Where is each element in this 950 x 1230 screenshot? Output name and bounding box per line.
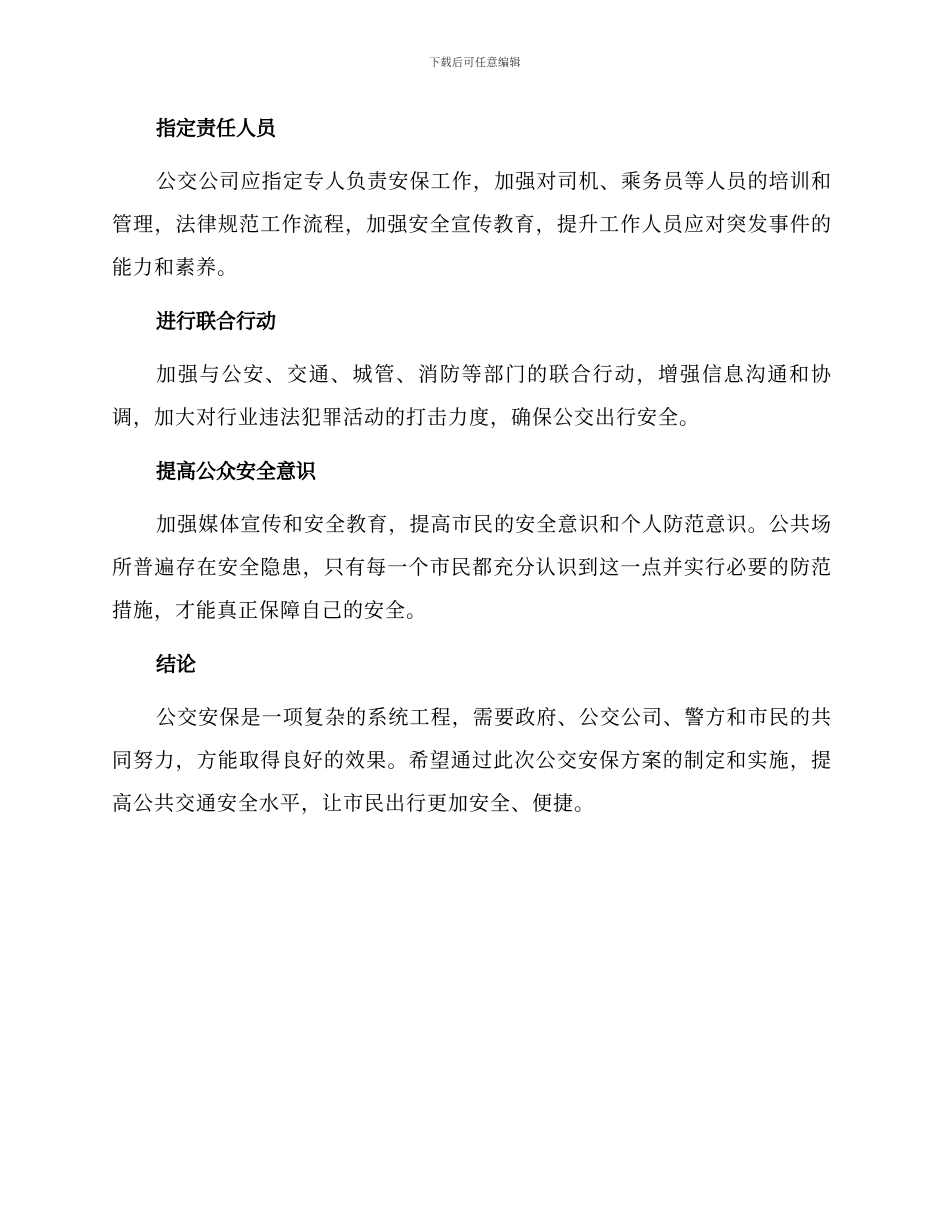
section-paragraph: 公交公司应指定专人负责安保工作，加强对司机、乘务员等人员的培训和管理，法律规范工作流程，加强安全宣传教育，提升工作人员应对突发事件的能力和素养。 <box>112 169 832 279</box>
section-conclusion <box>112 644 832 825</box>
section-responsible-personnel <box>112 108 832 289</box>
section-joint-action <box>112 301 832 439</box>
section-paragraph: 加强媒体宣传和安全教育，提高市民的安全意识和个人防范意识。公共场所普遍存在安全隐患，只有每一个市民都充分认识到这一点并实行必要的防范措施，才能真正保障自己的安全。 <box>112 512 832 622</box>
section-public-awareness <box>112 451 832 632</box>
section-heading: 提高公众安全意识 <box>156 459 316 483</box>
section-heading: 结论 <box>156 652 196 676</box>
section-heading: 进行联合行动 <box>156 309 276 333</box>
section-heading: 指定责任人员 <box>156 116 276 140</box>
document-body <box>112 108 832 837</box>
section-paragraph: 加强与公安、交通、城管、消防等部门的联合行动，增强信息沟通和协调，加大对行业违法犯罪活动的打击力度，确保公交出行安全。 <box>112 362 832 429</box>
page-header-note: 下载后可任意编辑 <box>429 56 521 69</box>
section-paragraph: 公交安保是一项复杂的系统工程，需要政府、公交公司、警方和市民的共同努力，方能取得良好的效果。希望通过此次公交安保方案的制定和实施，提高公共交通安全水平，让市民出行更加安全、便捷。 <box>112 705 832 815</box>
